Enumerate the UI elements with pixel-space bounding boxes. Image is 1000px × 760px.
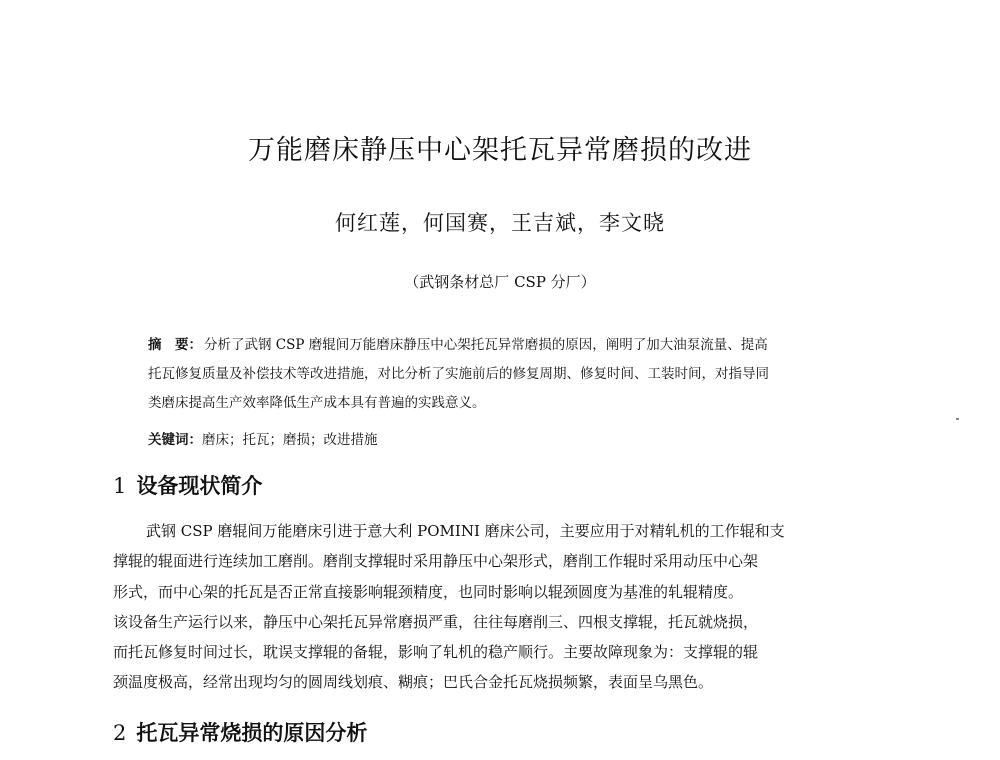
paper-title: 万能磨床静压中心架托瓦异常磨损的改进 <box>248 135 752 166</box>
abstract-line: 托瓦修复质量及补偿技术等改进措施，对比分析了实施前后的修复周期、修复时间、工装时间，对指导同 <box>148 366 769 382</box>
section-body <box>113 516 903 698</box>
section-heading <box>113 717 367 747</box>
abstract <box>148 331 868 418</box>
abstract-text: 分析了武钢 CSP 磨辊间万能磨床静压中心架托瓦异常磨损的原因，阐明了加大油泵流量、提高 <box>204 337 768 353</box>
keywords-text: 磨床；托瓦；磨损；改进措施 <box>202 432 378 448</box>
section-title: 托瓦异常烧损的原因分析 <box>136 721 368 745</box>
section-number: 2 <box>113 721 127 745</box>
body-line: 颈温度极高，经常出现均匀的圆周线划痕、糊痕；巴氏合金托瓦烧损频繁，表面呈乌黑色。 <box>113 673 714 692</box>
body-line: 该设备生产运行以来，静压中心架托瓦异常磨损严重，往往每磨削三、四根支撑辊，托瓦就烧损， <box>113 612 759 631</box>
scan-speck <box>956 418 959 420</box>
body-line: 而托瓦修复时间过长，耽误支撑辊的备辊，影响了轧机的稳产顺行。主要故障现象为：支撑辊的辊 <box>113 643 759 662</box>
section-title: 设备现状简介 <box>136 474 263 498</box>
body-line: 形式，而中心架的托瓦是否正常直接影响辊颈精度，也同时影响以辊颈圆度为基准的轧辊精度。 <box>113 582 744 601</box>
abstract-label: 摘 要： <box>148 337 202 353</box>
affiliation: （武钢条材总厂 CSP 分厂） <box>404 273 596 291</box>
keywords-label: 关键词： <box>148 432 202 448</box>
keywords <box>148 428 378 448</box>
author-list: 何红莲，何国赛，王吉斌，李文晓 <box>335 211 665 235</box>
abstract-line <box>148 331 868 360</box>
abstract-line: 类磨床提高生产效率降低生产成本具有普遍的实践意义。 <box>148 395 486 411</box>
body-line: 撑辊的辊面进行连续加工磨削。磨削支撑辊时采用静压中心架形式，磨削工作辊时采用动压中心架 <box>113 552 759 571</box>
section-heading <box>113 470 262 500</box>
body-line: 武钢 CSP 磨辊间万能磨床引进于意大利 POMINI 磨床公司，主要应用于对精轧机的工作辊和支 <box>146 522 785 540</box>
section-number: 1 <box>113 474 127 498</box>
